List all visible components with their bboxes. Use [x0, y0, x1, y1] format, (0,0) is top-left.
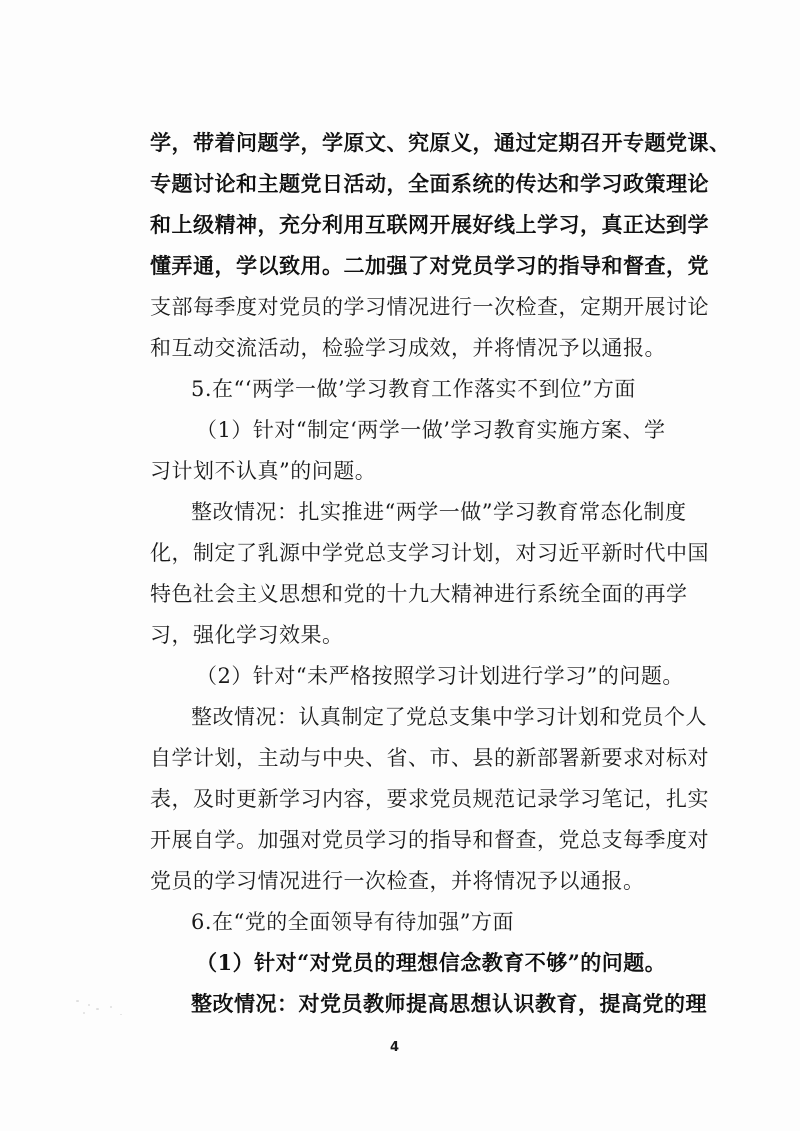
rectification-5-1-line-1: 整改情况：扎实推进“两学一做”学习教育常态化制度 [191, 500, 687, 524]
scan-speckle [76, 1000, 79, 1002]
paragraph-line-1: 学，带着问题学，学原文、究原义，通过定期召开专题党课、 [150, 130, 731, 155]
section-heading-6: 6.在“党的全面领导有待加强”方面 [191, 910, 515, 934]
scan-speckle [96, 1008, 99, 1010]
item-heading-5-1: （1）针对“制定‘两学一做’学习教育实施方案、学 [196, 418, 666, 442]
rectification-6-1-line-1: 整改情况：对党员教师提高思想认识教育，提高党的理 [191, 991, 707, 1016]
item-heading-5-2: （2）针对“未严格按照学习计划进行学习”的问题。 [196, 664, 684, 688]
rectification-5-2-line-4: 开展自学。加强对党员学习的指导和督查，党总支每季度对 [150, 828, 709, 852]
rectification-5-2-line-1: 整改情况：认真制定了党总支集中学习计划和党员个人 [191, 705, 707, 729]
item-heading-6-1: （1）针对“对党员的理想信念教育不够”的问题。 [196, 950, 667, 975]
page-number: 4 [390, 1040, 400, 1055]
paragraph-line-5: 支部每季度对党员的学习情况进行一次检查，定期开展讨论 [150, 295, 709, 319]
rectification-5-1-line-2: 化，制定了乳源中学党总支学习计划，对习近平新时代中国 [150, 541, 709, 565]
rectification-5-2-line-3: 表，及时更新学习内容，要求党员规范记录学习笔记，扎实 [150, 787, 709, 811]
paragraph-line-4: 懂弄通，学以致用。二加强了对党员学习的指导和督查，党 [150, 253, 709, 278]
item-heading-5-1-cont: 习计划不认真”的问题。 [150, 459, 377, 483]
paragraph-line-2: 专题讨论和主题党日活动，全面系统的传达和学习政策理论 [150, 171, 709, 196]
scan-speckle [83, 1012, 85, 1014]
scan-speckle [88, 1004, 90, 1006]
rectification-5-2-line-5: 党员的学习情况进行一次检查，并将情况予以通报。 [150, 869, 645, 893]
rectification-5-1-line-4: 习，强化学习效果。 [150, 623, 344, 647]
section-heading-5: 5.在“‘两学一做’学习教育工作落实不到位”方面 [191, 377, 636, 401]
scan-speckle [110, 1006, 112, 1008]
scan-speckle [120, 1014, 122, 1015]
rectification-5-2-line-2: 自学计划，主动与中央、省、市、县的新部署新要求对标对 [150, 746, 709, 770]
rectification-5-1-line-3: 特色社会主义思想和党的十九大精神进行系统全面的再学 [150, 582, 688, 606]
paragraph-line-6: 和互动交流活动，检验学习成效，并将情况予以通报。 [150, 336, 666, 360]
paragraph-line-3: 和上级精神，充分利用互联网开展好线上学习，真正达到学 [150, 212, 709, 237]
